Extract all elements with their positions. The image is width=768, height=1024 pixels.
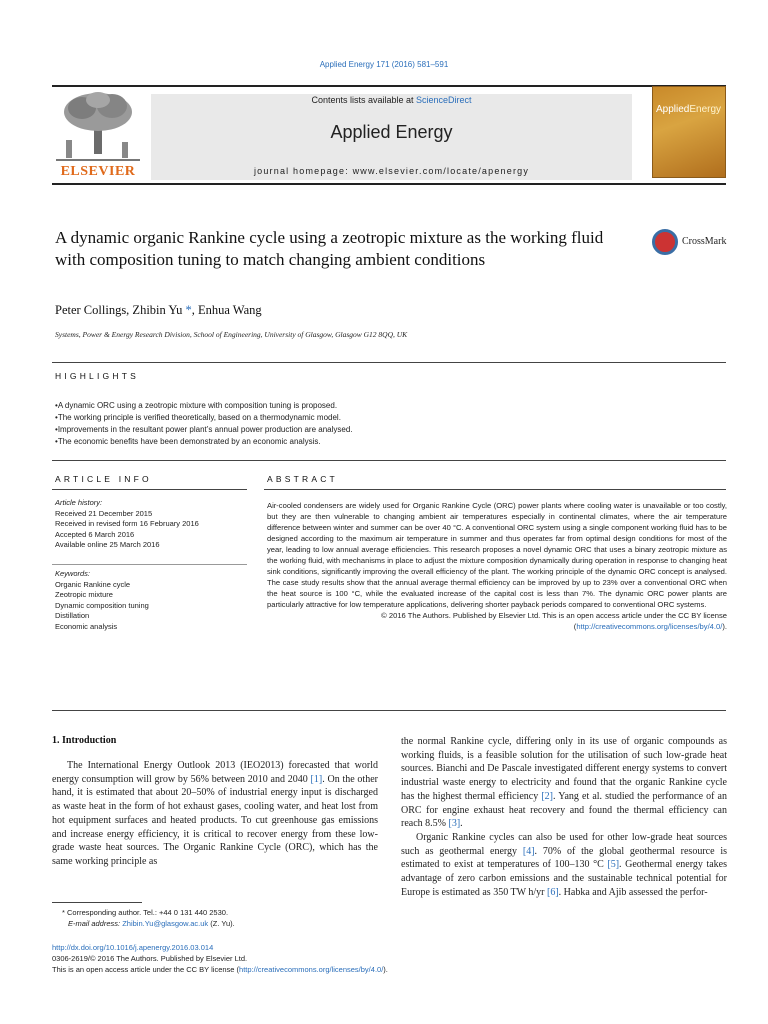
reference-link[interactable]: [5] — [607, 859, 620, 871]
article-history-label: Article history: — [55, 498, 103, 507]
cover-title-b: Energy — [689, 104, 722, 115]
highlights-bottom-rule — [52, 460, 726, 461]
header-bottom-rule — [52, 183, 726, 185]
keywords-rule — [52, 564, 247, 565]
highlight-item: • A dynamic ORC using a zeotropic mixture with composition tuning is proposed. — [55, 400, 715, 412]
abstract-license-suffix: ). — [722, 622, 727, 631]
journal-name: Applied Energy — [330, 122, 453, 142]
corresponding-author-marker[interactable]: * — [185, 303, 192, 317]
corresponding-author-note: * Corresponding author. Tel.: +44 0 131 440 2530. — [62, 908, 229, 917]
highlight-item: • The economic benefits have been demonstrated by an economic analysis. — [55, 436, 715, 448]
text-run: . 70% of the global geothermal resource is estimated to exist at temperatures of 100–130 °C — [401, 845, 727, 871]
intro-right-column — [401, 735, 727, 899]
footnote-rule — [52, 902, 142, 903]
email-label: E-mail address: — [68, 919, 123, 928]
article-title: A dynamic organic Rankine cycle using a zeotropic mixture as the working fluid with composition tuning to match changing ambient conditions — [55, 228, 604, 269]
email-link[interactable]: Zhibin.Yu@glasgow.ac.uk — [122, 919, 209, 928]
reference-link[interactable]: [6] — [547, 886, 559, 898]
keyword-item: Economic analysis — [55, 621, 118, 631]
history-received: Received 21 December 2015 — [55, 508, 153, 518]
contents-prefix: Contents lists available at — [311, 95, 417, 105]
journal-homepage[interactable]: journal homepage: www.elsevier.com/locate/apenergy — [253, 166, 530, 176]
reference-link[interactable]: [4] — [522, 845, 535, 857]
author-list — [55, 303, 262, 318]
footer-license — [52, 964, 388, 975]
highlight-item: • The working principle is verified theoretically, based on a thermodynamic model. — [55, 412, 715, 424]
history-revised: Received in revised form 16 February 2016 — [55, 519, 199, 528]
footer-license-link[interactable]: http://creativecommons.org/licenses/by/4.0/ — [239, 965, 384, 974]
article-info-rule — [52, 489, 247, 490]
crossmark-icon[interactable] — [652, 229, 678, 255]
text-run: . On the other hand, it is estimated that about 20–50% of industrial energy input is discharged as waste heat in the form of hot exhaust gases, cooling water, and heat lost from hot equipment surfaces and heated products. To cut greenhouse gas emissions and increase energy efficiency, it is critical to recover energy from these low-grade waste heat sources. The Organic Rankine Cycle (ORC), which has the same working principle as — [52, 773, 378, 867]
abstract-paragraph: Air-cooled condensers are widely used for Organic Rankine Cycle (ORC) power plants where cooling water is unavailable or too costly, but they are then vulnerable to changing ambient air temperatures especially in continental climates, where the air temperature difference between winter and summer can be over 40 °C. A conventional ORC system using a single component working fluid has to be designed according to the maximum air temperature in summer and thus operates far from optimal design conditions for most of the year, leading to low annual average efficiencies. This research proposes a novel dynamic ORC that uses a binary zeotropic mixture as the working fluid, with mechanisms in place to adjust the mixture composition dynamically during operation in response to changing heat sink conditions, significantly improving the overall efficiency of the plant. The working principle of the dynamic ORC concept is analysed. The case study results show that the annual average thermal efficiency can be improved by up to 23% over a conventional ORC when the heat source is 100 °C, while the evaluated increase of the capital cost is less than 7%. The dynamic ORC power plants are particularly attractive for low temperature applications, delivering shorter payback periods compared to conventional ORC systems. — [267, 501, 727, 609]
footer-license-prefix: This is an open access article under the CC BY license ( — [52, 965, 240, 974]
history-accepted: Accepted 6 March 2016 — [55, 529, 135, 539]
journal-citation[interactable]: Applied Energy 171 (2016) 581–591 — [319, 60, 449, 69]
article-history — [55, 498, 245, 551]
history-online: Available online 25 March 2016 — [55, 540, 160, 549]
elsevier-wordmark: ELSEVIER — [60, 164, 136, 179]
intro-paragraph — [401, 735, 727, 831]
doi-text[interactable]: http://dx.doi.org/10.1016/j.apenergy.2016.03.014 — [52, 943, 214, 952]
keyword-item: Zeotropic mixture — [55, 590, 113, 599]
email-note — [52, 918, 382, 929]
highlight-item: • Improvements in the resultant power plant’s annual power production are analysed. — [55, 424, 715, 436]
abstract-license-link[interactable]: http://creativecommons.org/licenses/by/4.0/ — [576, 622, 723, 631]
reference-link[interactable]: [2] — [541, 790, 553, 802]
abstract-license-prefix: © 2016 The Authors. Published by Elsevier Ltd. This is an open access article under the CC BY license ( — [381, 611, 727, 631]
text-run: . Geothermal energy takes advantage of zero carbon emissions and the sustainable technical potential for Europe is estimated as 350 TW h/yr — [401, 859, 727, 898]
authors-main: Peter Collings, Zhibin Yu — [55, 303, 183, 317]
reference-link[interactable]: [1] — [310, 773, 323, 785]
journal-cover-image[interactable] — [652, 86, 726, 178]
intro-paragraph — [52, 759, 378, 869]
abstract-rule — [264, 489, 726, 490]
issn-line: 0306-2619/© 2016 The Authors. Published by Elsevier Ltd. — [52, 954, 248, 963]
section-heading-introduction: 1. Introduction — [52, 735, 117, 746]
highlights-list — [55, 400, 715, 448]
authors-tail: , Enhua Wang — [191, 303, 262, 317]
text-run: the normal Rankine cycle, differing only in its use of organic compounds as working fluids, is a feasible solution for the utilisation of such low-grade heat sources. Bianchi and De Pascale investigated different energy systems to convert industrial waste energy to electricity and found that the organic Rankine cycle has the highest thermal efficiency — [401, 736, 727, 802]
abstract-bottom-rule — [52, 710, 726, 711]
abstract-license — [267, 610, 727, 632]
keyword-item: Organic Rankine cycle — [55, 579, 131, 589]
reference-link[interactable]: [3] — [448, 818, 461, 830]
sciencedirect-link[interactable]: ScienceDirect — [416, 95, 472, 105]
contents-line — [151, 95, 632, 105]
abstract-body — [267, 500, 727, 632]
keyword-item: Distillation — [55, 611, 90, 620]
abstract-heading: ABSTRACT — [267, 474, 338, 484]
intro-paragraph — [401, 831, 727, 900]
keywords — [55, 569, 245, 632]
header-top-rule — [52, 85, 726, 87]
article-info-heading: ARTICLE INFO — [55, 474, 152, 484]
journal-cover-title — [656, 104, 724, 115]
intro-left-column — [52, 759, 378, 869]
cover-title-a: Applied — [656, 104, 690, 115]
tree-icon — [52, 90, 144, 164]
keywords-label: Keywords: — [55, 569, 91, 578]
text-run: . Yang et al. studied the performance of an ORC for engine exhaust heat recovery and found the thermal efficiency can reach 8.5% — [401, 790, 728, 830]
text-run: The International Energy Outlook 2013 (IEO2013) forecasted that world energy consumption will grow by 56% between 2010 and 2040 — [52, 760, 378, 785]
highlights-top-rule — [52, 362, 726, 363]
email-suffix: (Z. Yu). — [208, 919, 235, 928]
keyword-item: Dynamic composition tuning — [55, 600, 149, 610]
footer-license-suffix: ). — [383, 965, 388, 974]
text-run: . Habka and Ajib assessed the perfor- — [558, 886, 708, 898]
crossmark-label[interactable]: CrossMark — [682, 236, 727, 247]
text-run: . — [460, 818, 463, 830]
doi-link[interactable] — [52, 942, 213, 953]
highlights-heading: HIGHLIGHTS — [55, 371, 139, 381]
text-run: Organic Rankine cycles can also be used for other low-grade heat sources such as geothermal energy — [401, 831, 727, 857]
affiliation: Systems, Power & Energy Research Division, School of Engineering, University of Glasgow, Glasgow G12 8QQ, UK — [55, 330, 408, 339]
